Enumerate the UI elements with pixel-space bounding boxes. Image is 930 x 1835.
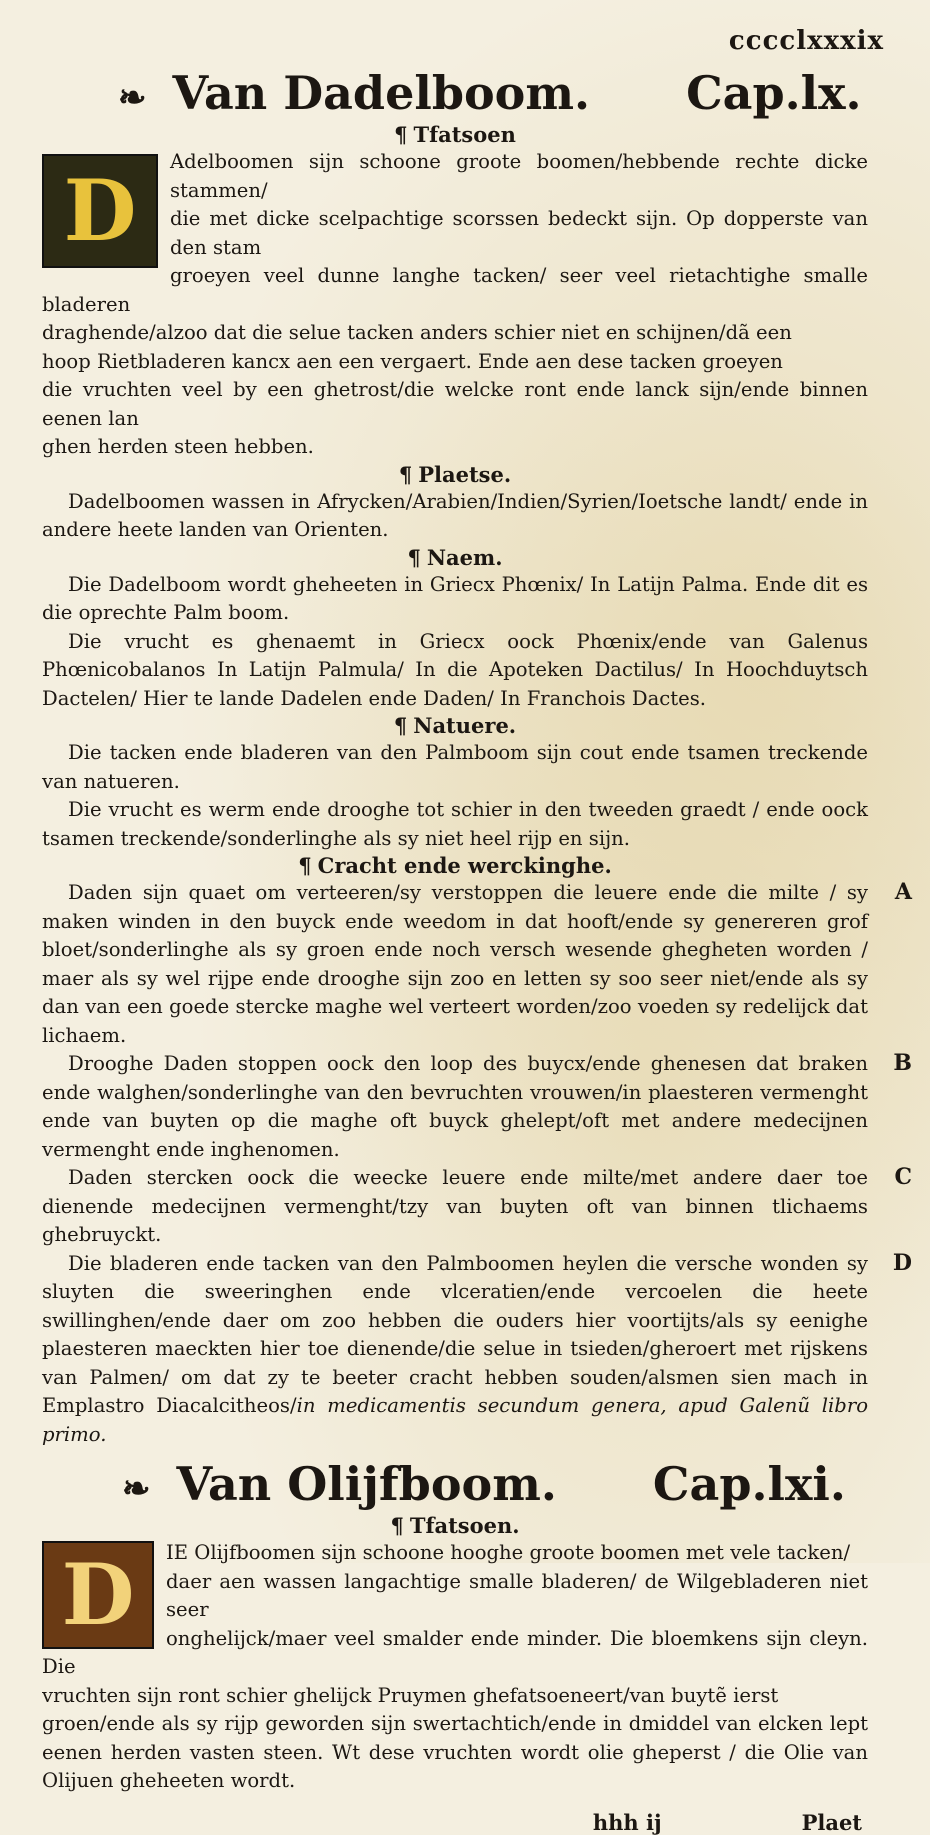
section-heading-plaetse: ¶ Plaetse.	[398, 461, 512, 487]
text-line: draghende/alzoo dat die selue tacken anders schier niet en schijnen/dã een	[42, 321, 792, 344]
text-line: vruchten sijn ront schier ghelijck Pruymen ghefatsoeneert/van buytẽ ierst	[42, 1683, 779, 1707]
fleuron-ornament-icon: ❧	[118, 78, 147, 118]
cracht-text: Daden stercken oock die weecke leuere ende milte/met andere daer toe dienende medecijnen vermenght/tzy van buyten oft van binnen tlichaems ghebruyckt.	[42, 1166, 868, 1246]
fleuron-ornament-icon: ❧	[122, 1469, 151, 1509]
page-footer	[42, 1810, 868, 1835]
text-line: hoop Rietbladeren kancx aen een vergaert. Ende aen dese tacken groeyen	[42, 349, 783, 373]
text-line: Adelboomen sijn schoone groote boomen/hebbende rechte dicke stammen/	[170, 150, 868, 202]
pilcrow-icon: ¶	[394, 122, 408, 147]
section-heading-naem: ¶ Naem.	[407, 544, 503, 570]
text-line: die met dicke scelpachtige scorssen bedeckt sijn. Op dopperste van den stam	[170, 207, 868, 259]
text-line: groeyen veel dunne langhe tacken/ seer veel rietachtighe smalle bladeren	[42, 264, 868, 316]
section-heading-fatsoen: ¶ Tfatsoen.	[390, 1513, 520, 1538]
olijf-fatsoen-paragraph	[42, 1539, 868, 1796]
fatsoen-paragraph	[42, 148, 868, 462]
naem-paragraph: Die Dadelboom wordt gheheeten in Griecx Phœnix/ In Latijn Palma. Ende dit es die oprechte Palm boom.	[42, 572, 868, 624]
decorated-initial-d: D	[42, 154, 158, 268]
latin-citation: in medicamentis secundum genera, apud Galenũ libro primo.	[42, 1394, 868, 1446]
text-line: daer aen wassen langachtige smalle bladeren/ de Wilgebladeren niet seer	[166, 1569, 868, 1621]
margin-letter: B	[893, 1050, 912, 1076]
chapter-number: Cap.lxi.	[652, 1457, 846, 1511]
section-heading-fatsoen: ¶ Tfatsoen	[394, 122, 516, 147]
chapter-title: Van Olijfboom.	[176, 1457, 557, 1511]
margin-letter: A	[894, 879, 912, 905]
chapter-heading-olijfboom	[122, 1457, 868, 1511]
catchword: Plaet	[801, 1809, 862, 1835]
folio-number: cccclxxxix	[728, 26, 884, 56]
pilcrow-icon: ¶	[407, 544, 421, 570]
text-line: ghen herden steen hebben.	[42, 435, 314, 458]
chapter-number: Cap.lx.	[686, 66, 862, 120]
section-heading-cracht: ¶ Cracht ende werckinghe.	[298, 853, 612, 878]
cracht-paragraph-d	[42, 1249, 912, 1450]
cracht-text: Daden sijn quaet om verteeren/sy verstoppen die leuere ende die milte / sy maken winden in den buyck ende weedom in dat hooft/ende sy genereren grof bloet/sonderlinghe als sy groen ende noch versch wesende ghegheten worden / maer als sy wel rijpe ende drooghe sijn zoo en letten sy soo seer niet/ende als sy dan van een goede stercke maghe wel verteert worden/zoo voeden sy redelijck dat lichaem.	[42, 881, 868, 1047]
pilcrow-icon: ¶	[390, 1513, 404, 1538]
cracht-paragraph-a	[42, 879, 912, 1050]
naem-paragraph: Die vrucht es ghenaemt in Griecx oock Phœnix/ende van Galenus Phœnicobalanos In Latijn Palmula/ In die Apoteken Dactilus/ In Hoochduytsch Dactelen/ Hier te lande Dadelen ende Daden/ In Franchois Dactes.	[42, 629, 868, 710]
margin-letter: C	[894, 1164, 912, 1190]
chapter-heading-dadelboom	[118, 66, 868, 120]
text-line: die vruchten veel by een ghetrost/die welcke ront ende lanck sijn/ende binnen eenen lan	[42, 378, 868, 430]
text-line: onghelijck/maer veel smalder ende minder. Die bloemkens sijn cleyn. Die	[42, 1626, 868, 1678]
decorated-initial-d: D	[42, 1541, 154, 1649]
plaetse-paragraph: Dadelboomen wassen in Afrycken/Arabien/Indien/Syrien/Ioetsche landt/ ende in andere heete landen van Orienten.	[42, 489, 868, 541]
natuere-paragraph: Die vrucht es werm ende drooghe tot schier in den tweeden graedt / ende oock tsamen treckende/sonderlinghe als sy niet heel rijp en sijn.	[42, 798, 868, 850]
margin-letter: D	[892, 1249, 912, 1276]
signature-mark: hhh ij	[592, 1809, 662, 1835]
pilcrow-icon: ¶	[398, 461, 413, 487]
pilcrow-icon: ¶	[393, 713, 408, 738]
cracht-text: Die bladeren ende tacken van den Palmboomen heylen die versche wonden sy sluyten die sweeringhen ende vlceratien/ende vercoelen die heete swillinghen/ende daer om zoo hebben die ouders hier voortijts/als sy eenighe plaesteren maeckten hier toe dienende/die selue in tsieden/gheroert met rijskens van Palmen/ om dat zy te beeter cracht hebben souden/alsmen sien mach in Emplastro Diacalcitheos/in medicamentis secundum genera, apud Galenũ libro primo.	[42, 1251, 868, 1446]
pilcrow-icon: ¶	[298, 853, 312, 878]
cracht-paragraph-b	[42, 1050, 912, 1164]
text-line: groen/ende als sy rijp geworden sijn swertachtich/ende in dmiddel van elcken lept eenen herden vasten steen. Wt dese vruchten wordt olie gheperst / die Olie van Olijuen gheheeten wordt.	[42, 1712, 868, 1792]
text-line: IE Olijfboomen sijn schoone hooghe groote boomen met vele tacken/	[166, 1541, 851, 1564]
section-heading-natuere: ¶ Natuere.	[393, 713, 517, 738]
chapter-title: Van Dadelboom.	[172, 66, 591, 120]
cracht-text: Drooghe Daden stoppen oock den loop des buycx/ende ghenesen dat braken ende walghen/sonderlinghe van den bevruchten vrouwen/in plaesteren vermenght ende van buyten op die maghe oft buyck ghelept/oft met andere medecijnen vermenght ende inghenomen.	[42, 1052, 868, 1161]
cracht-paragraph-c	[42, 1164, 912, 1250]
natuere-paragraph: Die tacken ende bladeren van den Palmboom sijn cout ende tsamen treckende van natueren.	[42, 741, 868, 793]
